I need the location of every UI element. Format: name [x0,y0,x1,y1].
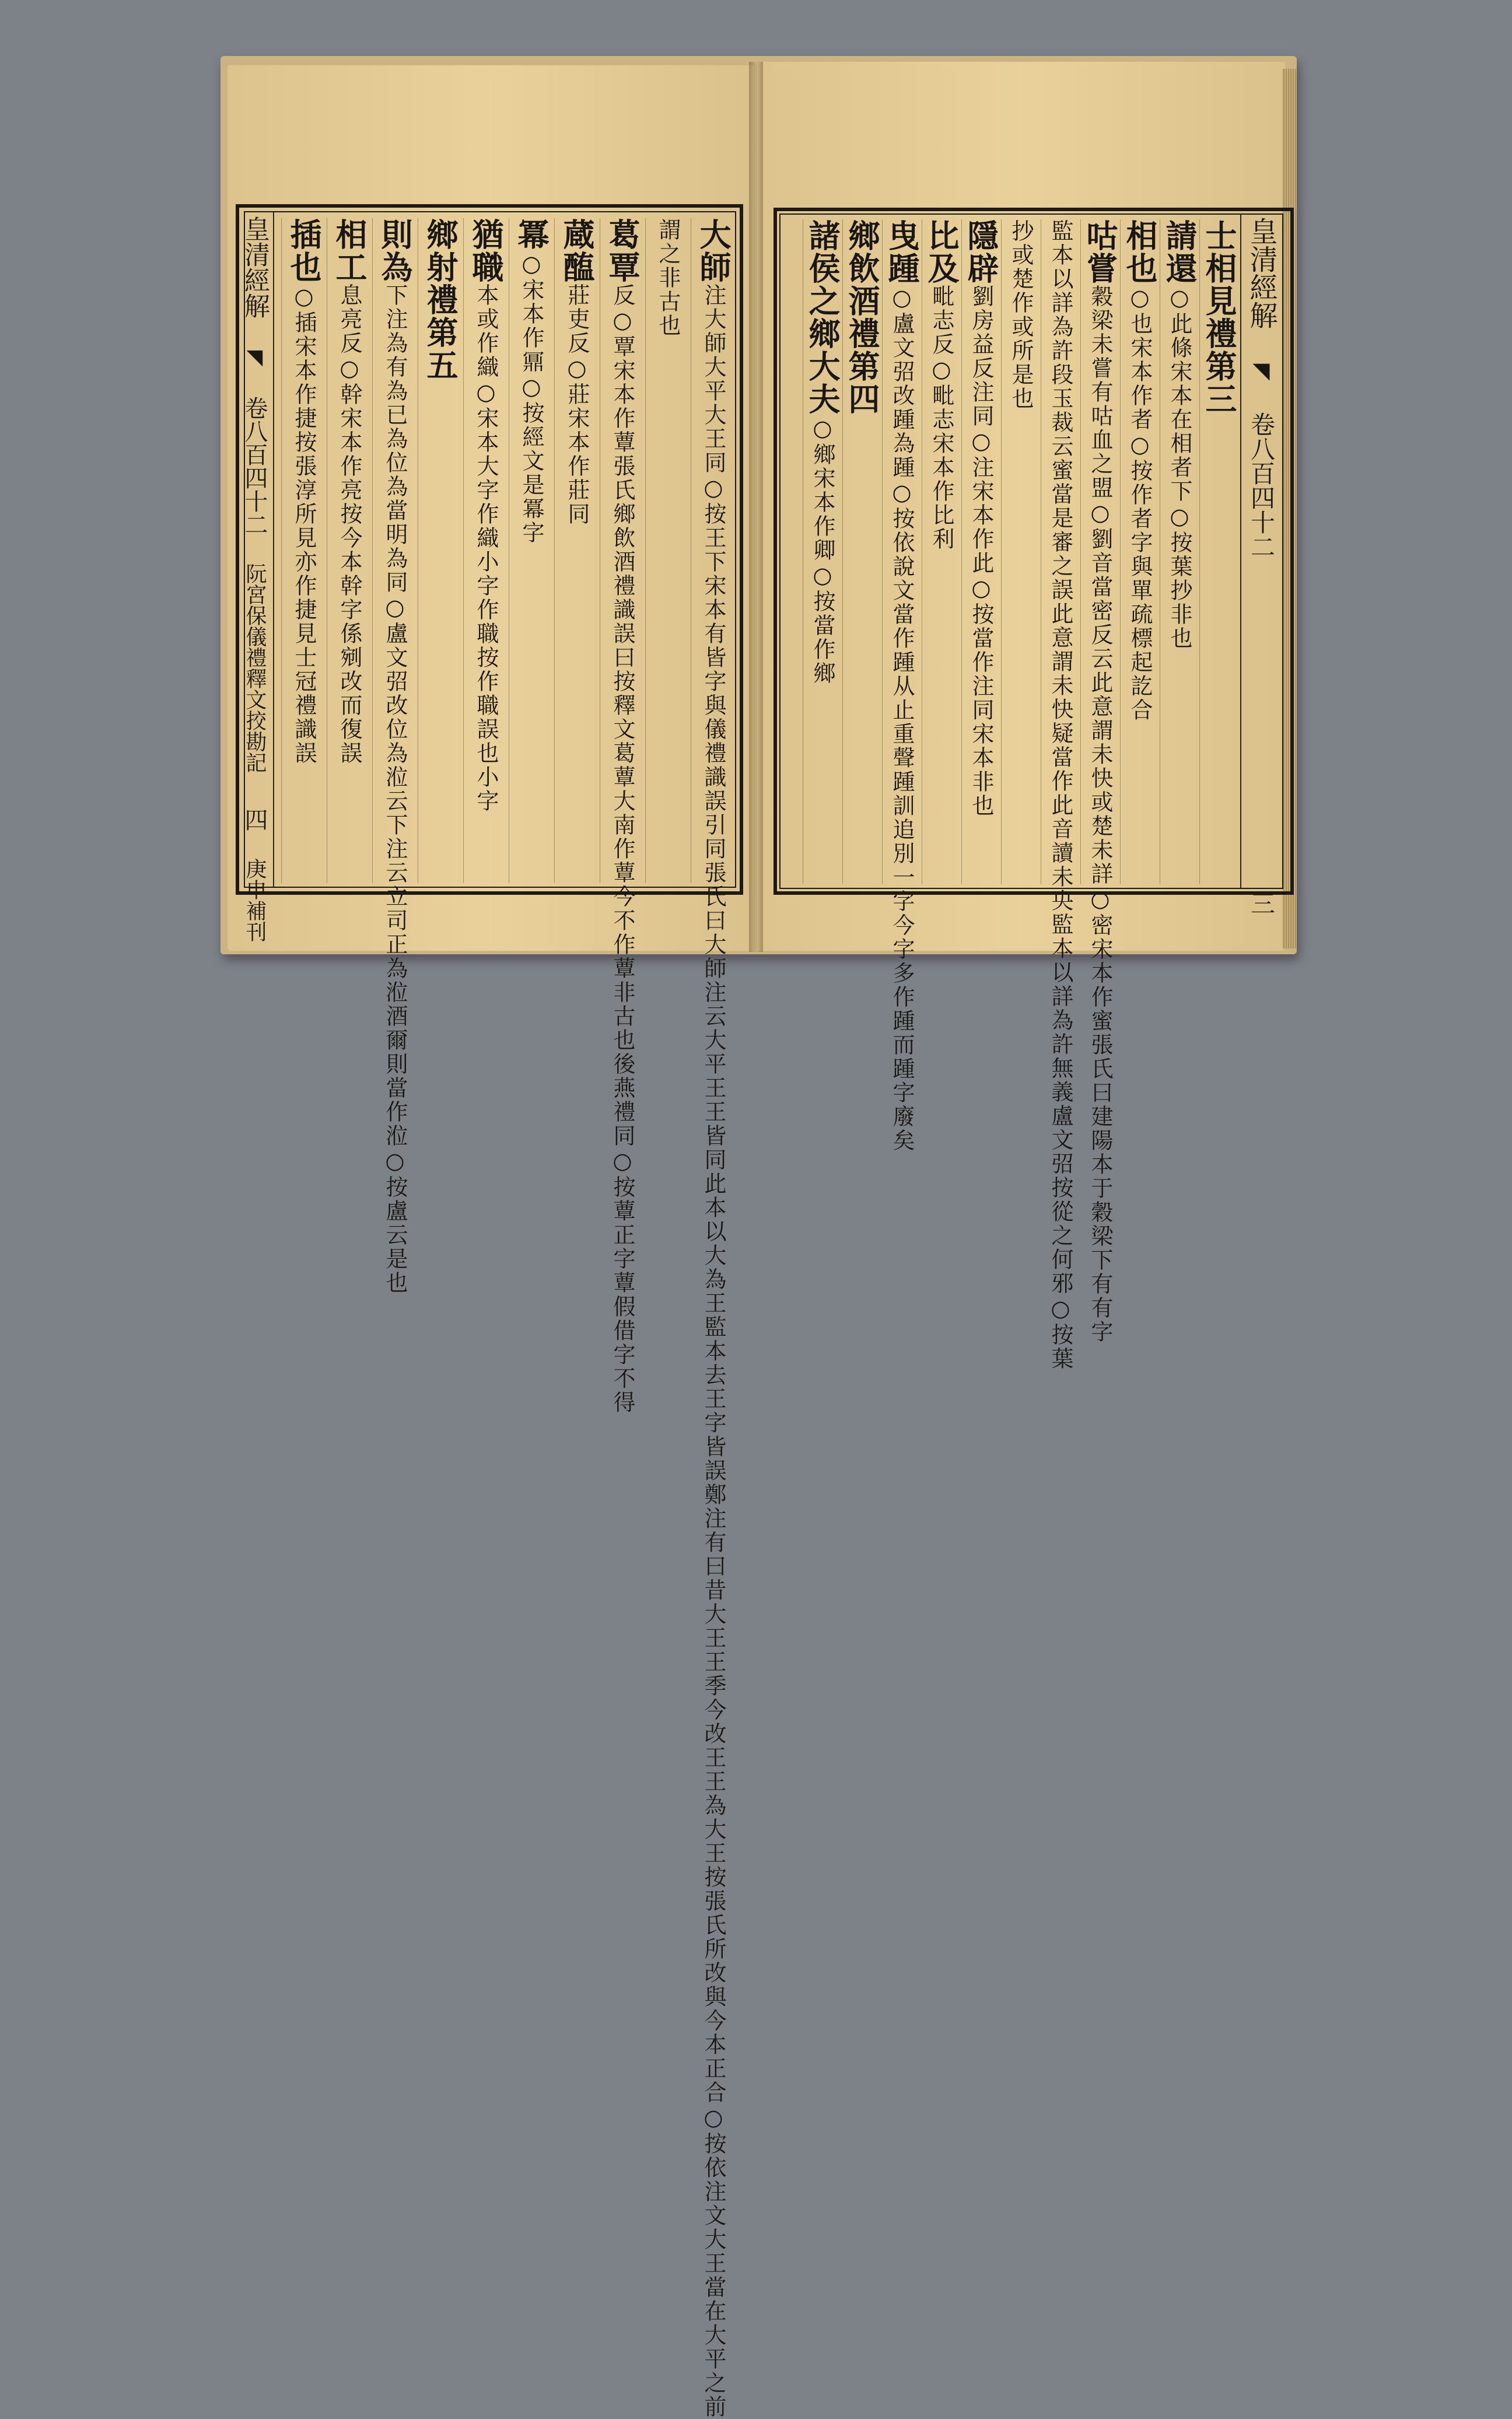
text-column [803,219,842,884]
text-column [882,219,922,1153]
right-margin-title: 皇清經解 [1245,217,1278,329]
column-rule [842,219,843,884]
headword: 士相見禮第三 [1200,219,1238,415]
text-column [372,218,418,1295]
text-column [1080,219,1120,1344]
text-column [1160,219,1199,884]
annotation-text: 監本以詳為許段玉裁云蜜當是審之誤此意謂未快疑當作此音讀未央監本以詳為許無義盧文弨按從之何邪○按葉 [1048,219,1073,1371]
headword: 諸侯之鄉大夫 [804,219,841,415]
annotation-text: 謂之非古也 [655,218,681,338]
text-column [922,219,961,884]
text-column [1001,219,1041,884]
annotation-text: ○鄉宋本作卿○按當作鄉 [810,415,835,685]
annotation-text: 莊吏反○莊宋本作莊同 [564,283,590,526]
annotation-text: 毗志反○毗志宋本作比利 [929,285,954,551]
left-margin-divider [273,212,274,887]
text-column [327,218,372,883]
left-margin-column [238,216,271,942]
left-margin-volume: 卷八百四十二 [241,396,268,536]
headword: 插也 [285,218,323,283]
column-rule [372,218,373,883]
annotation-text: 息亮反○幹宋本作亮按今本幹字係剜改而復誤 [337,283,362,765]
text-column [418,218,463,883]
annotation-text: 劉房益反注同○注宋本作此○按當作注同宋本非也 [968,285,994,818]
text-column [554,218,600,883]
left-margin-title: 皇清經解 [240,216,270,318]
headword: 隱辟 [963,219,1000,285]
headword: 則為 [376,218,414,283]
headword: 咕嘗 [1082,219,1119,285]
left-margin-book-title: 阮宮保儀禮釋文挍勘記 [243,563,267,773]
right-margin-volume: 卷八百四十二 [1247,412,1276,559]
annotation-text: 本或作織○宋本大字作織小字作職按作職誤也小字 [473,283,499,813]
headword: 相也 [1121,219,1158,285]
text-column [645,218,691,883]
headword: 請還 [1161,219,1198,285]
column-rule [1120,219,1121,884]
annotation-text: 注大師大平大王同○按王下宋本有皆字與儀禮識誤引同張氏曰大師注云大平王王皆同此本以大為王監本去王字皆誤鄭注有曰昔大王王季今改王王為大王按張氏所改與今本正合○按依注文大王當在大平之前 [701,283,726,2419]
left-margin-fishtail: ◥ [243,345,267,369]
column-rule [882,219,883,884]
text-column [691,218,736,2419]
column-rule [645,218,646,883]
annotation-text: 反○覃宋本作蕈張氏鄉飲酒禮識誤曰按釋文葛蕈大南作蕈今不作蕈非古也後燕禮同○按蕈正字蕈假借字不得 [610,283,635,1415]
annotation-text: 抄或楚作或所是也 [1008,219,1034,411]
annotation-text: ○插宋本作捷按張淳所見亦作捷見士冠禮識誤 [291,283,317,765]
headword: 大師 [695,218,732,283]
headword: 比及 [923,219,960,285]
left-margin-page-number: 四 [241,808,268,831]
headword: 蔵醢 [558,218,596,283]
text-column [1199,219,1239,884]
annotation-text: ○宋本作鼏○按經文是冪字 [519,251,544,545]
text-column [842,219,882,884]
text-column [281,218,327,883]
headword: 鄉飲酒禮第四 [844,219,881,415]
column-rule [463,218,464,883]
right-margin-divider [1240,215,1241,888]
headword: 鄉射禮第五 [422,218,459,381]
headword: 猶職 [467,218,505,283]
text-column [961,219,1001,884]
right-margin-fishtail: ◥ [1248,358,1274,383]
text-column [509,218,554,883]
column-rule [1199,219,1200,884]
text-column [1120,219,1160,884]
column-rule [1001,219,1002,884]
headword: 相工 [331,218,368,283]
column-rule [961,219,962,884]
right-margin-page-number: 三 [1247,891,1276,915]
headword: 冪 [513,218,550,251]
text-column [463,218,509,883]
column-rule [554,218,555,883]
text-column [600,218,645,1415]
left-margin-reprint-note: 庚申補刊 [243,858,267,942]
annotation-text: 穀梁未嘗有咕血之盟○劉音當密反云此意謂未快或楚未詳○密宋本作蜜張氏曰建陽本于穀梁下有有字 [1087,285,1113,1344]
annotation-text: ○盧文弨改踵為踵○按依說文當作踵从止重聲踵訓追別一字今字多作踵而踵字廢矣 [889,285,915,1153]
column-rule [1080,219,1081,884]
annotation-text: 下注為有為已為位為當明為同○盧文弨改位為涖云下注云立司正為涖酒爾則當作涖○按盧云是也 [382,283,408,1295]
text-column [1041,219,1080,1371]
column-rule [281,218,282,883]
book-gutter [749,62,763,952]
headword: 葛覃 [604,218,641,283]
headword: 曳踵 [883,219,921,285]
annotation-text: ○此條宋本在相者下○按葉抄非也 [1167,285,1192,650]
annotation-text: ○也宋本作者○按作者字與單疏標起訖合 [1127,285,1153,722]
right-margin-column [1242,217,1279,915]
